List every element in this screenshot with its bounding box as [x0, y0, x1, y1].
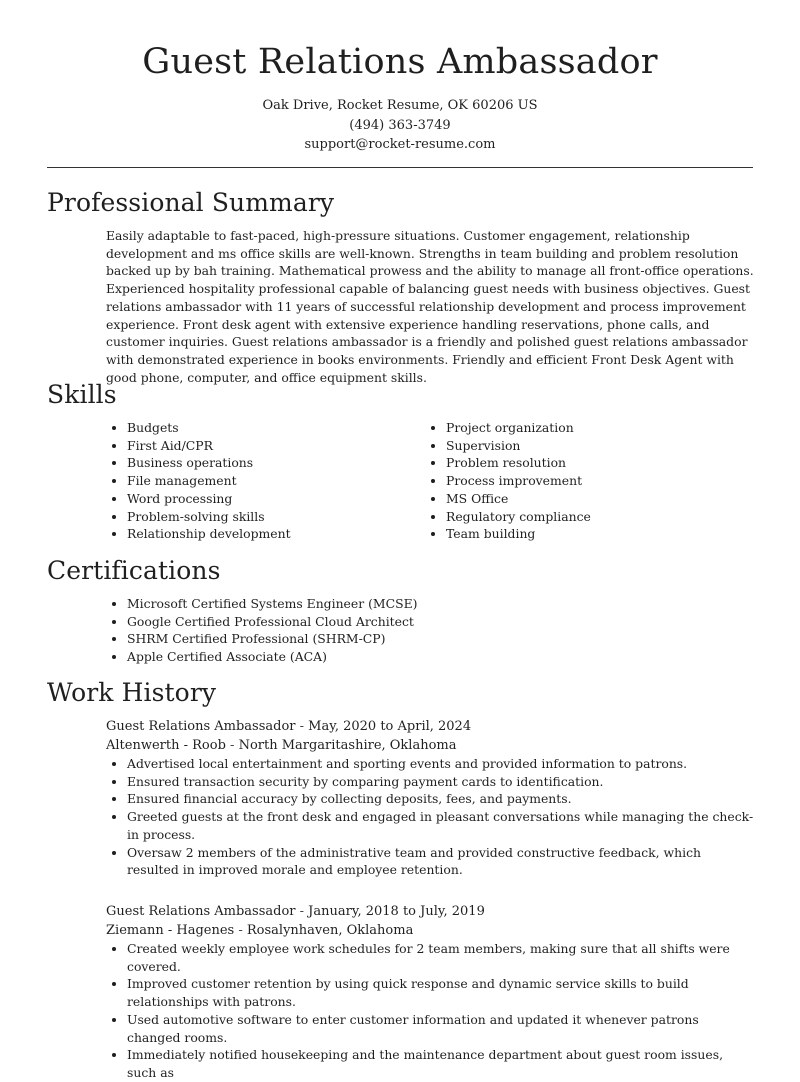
job-company: Ziemann - Hagenes	[106, 923, 235, 938]
job-employer-line	[106, 736, 756, 755]
job-title: Guest Relations Ambassador	[106, 904, 296, 919]
skills-column-right	[425, 419, 744, 543]
certifications-list	[106, 595, 756, 666]
contact-info	[0, 96, 800, 155]
job-title: Guest Relations Ambassador	[106, 719, 296, 734]
job-title-line	[106, 902, 756, 921]
list-item: • Greeted guests at the front desk and engaged in pleasant conversations while managing the check-in process.	[127, 808, 756, 843]
list-item: • Google Certified Professional Cloud Architect	[127, 613, 756, 631]
list-item: • Microsoft Certified Systems Engineer (MCSE)	[127, 595, 756, 613]
certifications-block	[106, 595, 756, 666]
list-item: • Ensured financial accuracy by collecting deposits, fees, and payments.	[127, 790, 756, 808]
list-item: • Supervision	[446, 437, 744, 455]
list-item: • Apple Certified Associate (ACA)	[127, 648, 756, 666]
job-separator: -	[295, 719, 309, 734]
summary-text: Easily adaptable to fast-paced, high-pressure situations. Customer engagement, relationship development and ms office skills are well-known. Strengths in team building and problem resolution backed up by bah training. Mathematical prowess and the ability to manage all front-office operations. Experienced hospitality professional capable of balancing guest needs with business objectives. Guest relations ambassador with 11 years of successful relationship development and process improvement experience. Front desk agent with extensive experience handling reservations, phone calls, and customer inquiries. Guest relations ambassador is a friendly and polished guest relations ambassador with demonstrated experience in books environments. Friendly and efficient Front Desk Agent with good phone, computer, and office equipment skills.	[106, 228, 754, 385]
section-title-work-history: Work History	[47, 678, 217, 707]
list-item: • Budgets	[127, 419, 425, 437]
job-company: Altenwerth - Roob	[106, 738, 226, 753]
job-location: North Margaritashire, Oklahoma	[238, 738, 457, 753]
list-item: • Team building	[446, 525, 744, 543]
list-item: • Advertised local entertainment and sporting events and provided information to patrons.	[127, 755, 756, 773]
skills-list-left	[106, 419, 425, 543]
job-separator: -	[234, 923, 247, 938]
header-divider	[47, 167, 753, 168]
skills-block	[106, 419, 756, 543]
section-title-skills: Skills	[47, 380, 117, 409]
job-dates: May, 2020 to April, 2024	[308, 719, 472, 734]
job-bullets	[106, 755, 756, 879]
candidate-name: Guest Relations Ambassador	[142, 42, 658, 82]
job-location: Rosalynhaven, Oklahoma	[246, 923, 414, 938]
list-item: • Created weekly employee work schedules for 2 team members, making sure that all shifts were covered.	[127, 940, 756, 975]
resume-header	[0, 0, 800, 155]
phone: (494) 363-3749	[349, 117, 451, 133]
list-item: • SHRM Certified Professional (SHRM-CP)	[127, 630, 756, 648]
list-item: • Ensured transaction security by comparing payment cards to identification.	[127, 773, 756, 791]
job-title-line	[106, 717, 756, 736]
section-title-certifications: Certifications	[47, 556, 221, 585]
section-title-summary: Professional Summary	[47, 188, 335, 217]
job-bullets	[106, 940, 756, 1082]
list-item: • Business operations	[127, 454, 425, 472]
job-separator: -	[225, 738, 239, 753]
list-item: • Process improvement	[446, 472, 744, 490]
list-item: • File management	[127, 472, 425, 490]
list-item: • Project organization	[446, 419, 744, 437]
job-separator: -	[295, 904, 309, 919]
list-item: • Improved customer retention by using quick response and dynamic service skills to build relationships with patrons.	[127, 975, 756, 1010]
skills-list-right	[425, 419, 744, 543]
list-item: • Oversaw 2 members of the administrative team and provided constructive feedback, which resulted in improved morale and employee retention.	[127, 844, 756, 879]
list-item: • Problem-solving skills	[127, 508, 425, 526]
list-item: • Problem resolution	[446, 454, 744, 472]
list-item: • First Aid/CPR	[127, 437, 425, 455]
job-dates: January, 2018 to July, 2019	[308, 904, 485, 919]
list-item: • Regulatory compliance	[446, 508, 744, 526]
job-entry	[106, 902, 756, 1082]
list-item: • Immediately notified housekeeping and the maintenance department about guest room issues, such as	[127, 1046, 756, 1081]
list-item: • Used automotive software to enter customer information and updated it whenever patrons changed rooms.	[127, 1011, 756, 1046]
address: Oak Drive, Rocket Resume, OK 60206 US	[262, 98, 538, 113]
list-item: • Word processing	[127, 490, 425, 508]
summary-block	[106, 227, 756, 386]
job-entry	[106, 717, 756, 879]
job-employer-line	[106, 921, 756, 940]
list-item: • MS Office	[446, 490, 744, 508]
skills-column-left	[106, 419, 425, 543]
list-item: • Relationship development	[127, 525, 425, 543]
email: support@rocket-resume.com	[304, 137, 496, 152]
